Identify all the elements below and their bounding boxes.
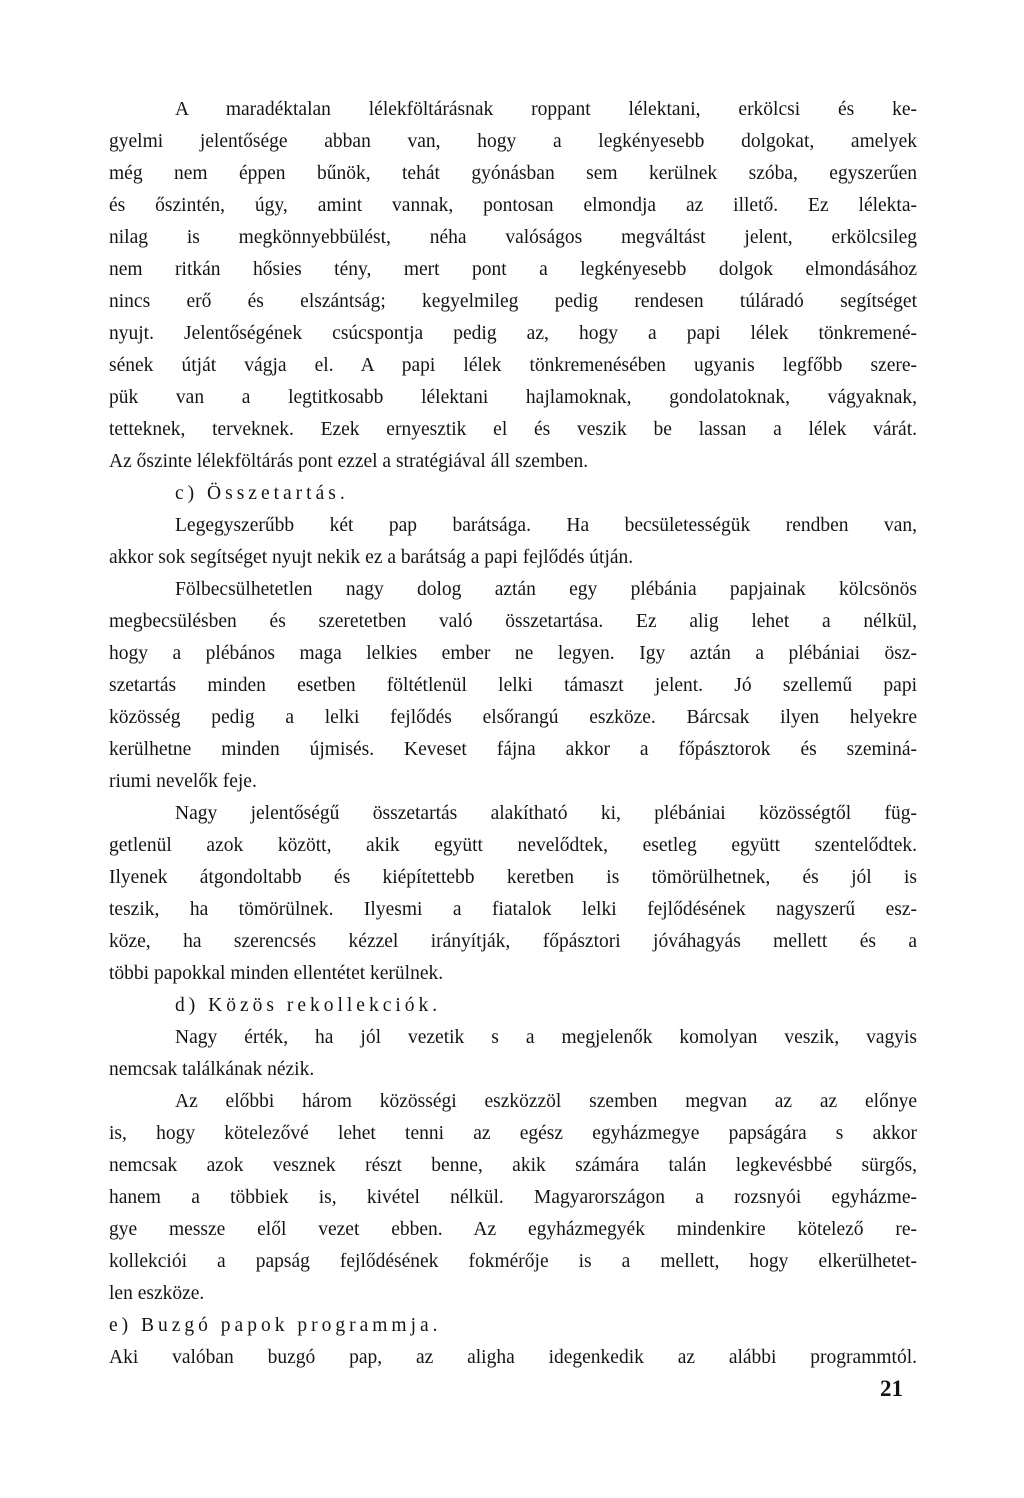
text-line: megbecsülésben és szeretetben való összetartása. Ez alig lehet a nélkül, [109, 611, 917, 632]
text-line: sének útját vágja el. A papi lélek tönkremenésében ugyanis legfőbb szere- [109, 355, 917, 376]
text-line: Fölbecsülhetetlen nagy dolog aztán egy plébánia papjainak kölcsönös [175, 579, 917, 600]
text-line: hogy a plébános maga lelkies ember ne legyen. Igy aztán a plébániai ösz- [109, 643, 917, 664]
text-line: nilag is megkönnyebbülést, néha valóságos megváltást jelent, erkölcsileg [109, 227, 917, 248]
section-heading-d: d) Közös rekollekciók. [175, 995, 442, 1016]
text-line: nem ritkán hősies tény, mert pont a legkényesebb dolgok elmondásához [109, 259, 917, 280]
text-line: teszik, ha tömörülnek. Ilyesmi a fiatalok lelki fejlődésének nagyszerű esz- [109, 899, 917, 920]
text-line: Legegyszerűbb két pap barátsága. Ha becsületességük rendben van, [175, 515, 917, 536]
text-line: tetteknek, terveknek. Ezek ernyesztik el és veszik be lassan a lélek várát. [109, 419, 917, 440]
text-line: kollekciói a papság fejlődésének fokmérője is a mellett, hogy elkerülhetet- [109, 1251, 917, 1272]
text-line: nemcsak azok vesznek részt benne, akik számára talán legkevésbbé sürgős, [109, 1155, 917, 1176]
section-heading-c: c) Összetartás. [175, 483, 349, 504]
text-line: nemcsak találkának nézik. [109, 1059, 315, 1080]
text-line: szetartás minden esetben föltétlenül lelki támaszt jelent. Jó szellemű papi [109, 675, 917, 696]
page-number: 21 [880, 1376, 903, 1401]
text-line: többi papokkal minden ellentétet kerülnek. [109, 963, 444, 984]
text-line: Az őszinte lélekföltárás pont ezzel a stratégiával áll szemben. [109, 451, 589, 472]
text-line: még nem éppen bűnök, tehát gyónásban sem kerülnek szóba, egyszerűen [109, 163, 917, 184]
text-line: köze, ha szerencsés kézzel irányítják, főpásztori jóváhagyás mellett és a [109, 931, 917, 952]
text-line: hanem a többiek is, kivétel nélkül. Magyarországon a rozsnyói egyházme- [109, 1187, 917, 1208]
text-line: gye messze elől vezet ebben. Az egyházmegyék mindenkire kötelező re- [109, 1219, 917, 1240]
text-line: Nagy jelentőségű összetartás alakítható ki, plébániai közösségtől füg- [175, 803, 917, 824]
text-line: riumi nevelők feje. [109, 771, 257, 792]
section-heading-e: e) Buzgó papok programmja. [109, 1315, 442, 1336]
text-line: nyujt. Jelentőségének csúcspontja pedig az, hogy a papi lélek tönkremené- [109, 323, 917, 344]
text-line: közösség pedig a lelki fejlődés elsőrangú eszköze. Bárcsak ilyen helyekre [109, 707, 917, 728]
text-line: pük van a legtitkosabb lélektani hajlamoknak, gondolatoknak, vágyaknak, [109, 387, 917, 408]
text-line: Nagy érték, ha jól vezetik s a megjelenők komolyan veszik, vagyis [175, 1027, 917, 1048]
text-line: nincs erő és elszántság; kegyelmileg pedig rendesen túláradó segítséget [109, 291, 917, 312]
text-line: getlenül azok között, akik együtt nevelődtek, esetleg együtt szentelődtek. [109, 835, 917, 856]
text-line: A maradéktalan lélekföltárásnak roppant lélektani, erkölcsi és ke- [175, 99, 917, 120]
text-line: gyelmi jelentősége abban van, hogy a legkényesebb dolgokat, amelyek [109, 131, 917, 152]
text-line: kerülhetne minden újmisés. Keveset fájna akkor a főpásztorok és szeminá- [109, 739, 917, 760]
text-line: len eszköze. [109, 1283, 205, 1304]
text-line: és őszintén, úgy, amint vannak, pontosan elmondja az illető. Ez lélekta- [109, 195, 917, 216]
text-line: Az előbbi három közösségi eszközzöl szemben megvan az az előnye [175, 1091, 917, 1112]
text-line: Ilyenek átgondoltabb és kiépítettebb keretben is tömörülhetnek, és jól is [109, 867, 917, 888]
text-line: Aki valóban buzgó pap, az aligha idegenkedik az alábbi programmtól. [109, 1347, 917, 1368]
text-line: akkor sok segítséget nyujt nekik ez a barátság a papi fejlődés útján. [109, 547, 634, 568]
text-line: is, hogy kötelezővé lehet tenni az egész egyházmegye papságára s akkor [109, 1123, 917, 1144]
